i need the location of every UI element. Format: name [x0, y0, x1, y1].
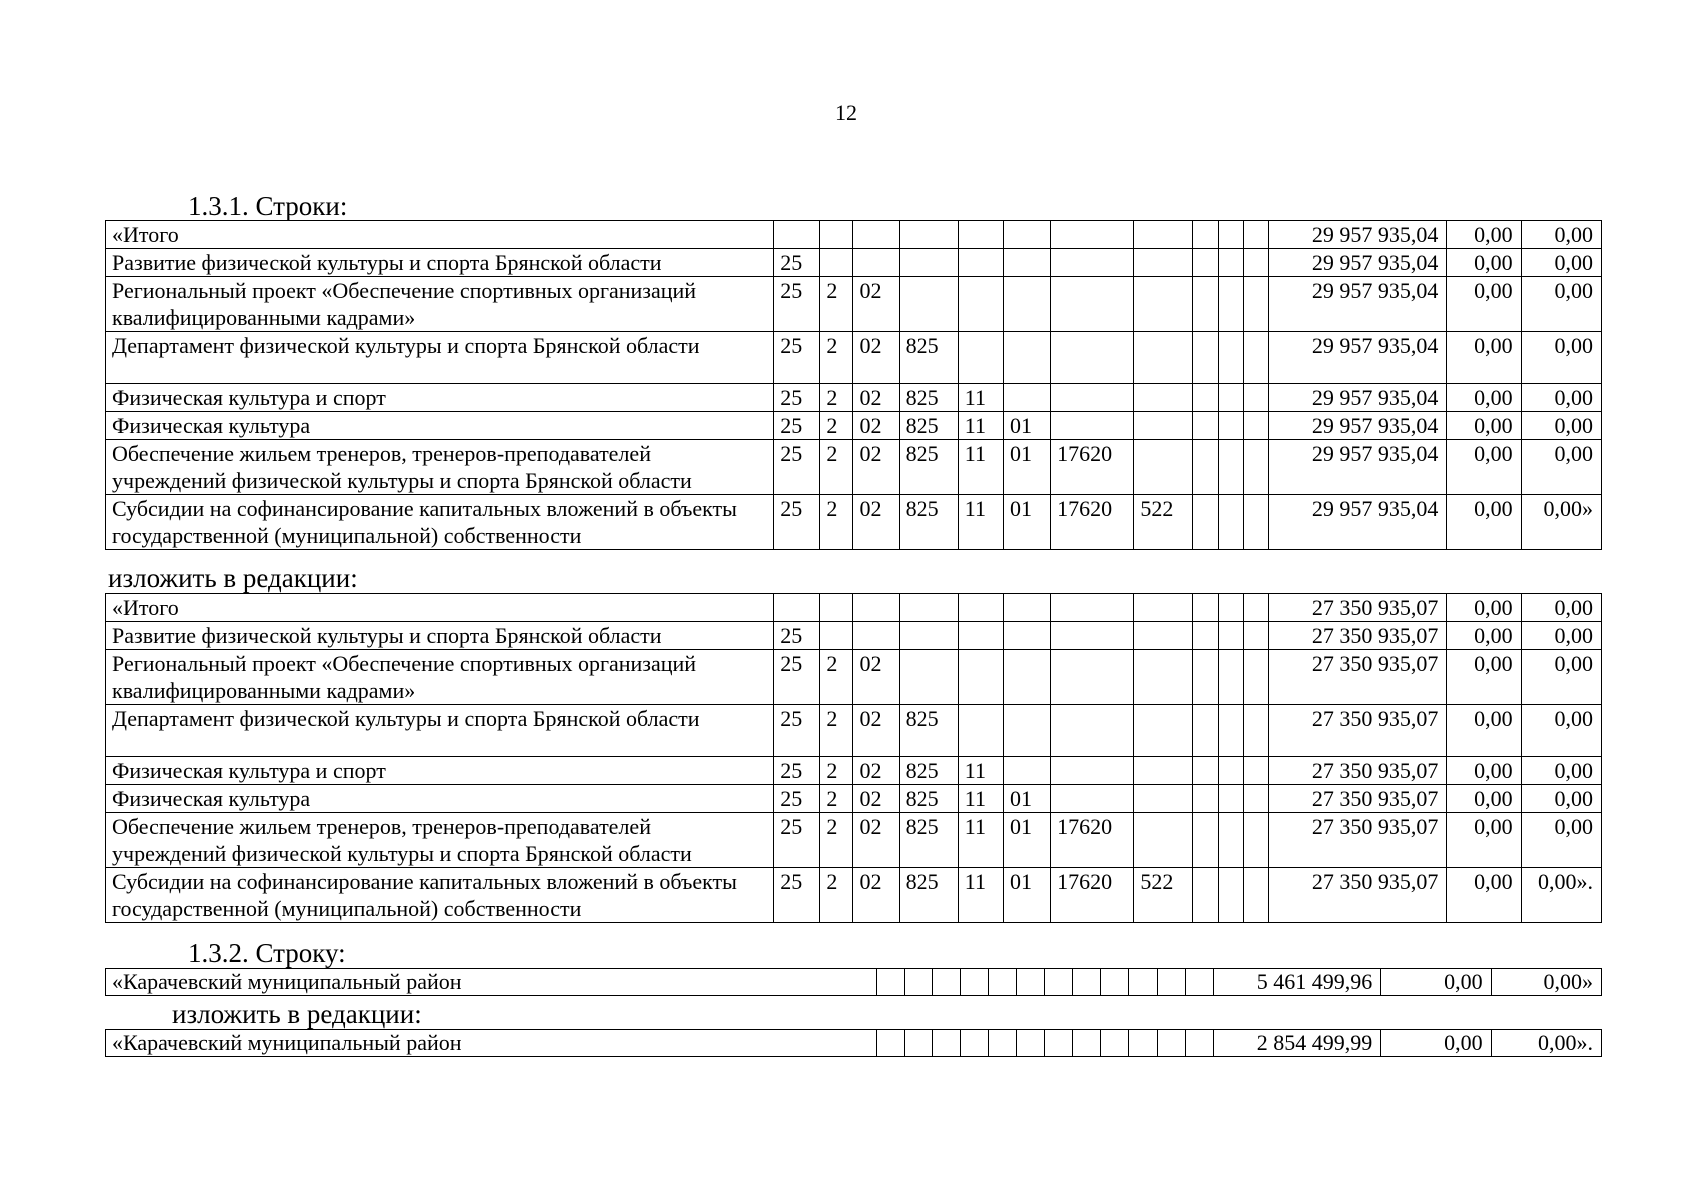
edit-label-131: изложить в редакции: [108, 563, 358, 593]
code-cell: 02 [853, 757, 899, 785]
code-cell: 02 [853, 495, 899, 550]
table-row [106, 757, 1602, 785]
code-cell: 01 [1003, 813, 1050, 868]
value-cell-2: 0,00 [1447, 650, 1521, 705]
code-cell [1051, 277, 1134, 332]
code-cell: 25 [774, 332, 820, 384]
code-cell [853, 249, 899, 277]
amount-cell: 27 350 935,07 [1268, 705, 1447, 757]
value-cell-3: 0,00 [1521, 594, 1601, 622]
amount-cell: 27 350 935,07 [1268, 813, 1447, 868]
code-cell: 25 [774, 785, 820, 813]
code-cell [904, 969, 932, 996]
code-cell [1243, 705, 1268, 757]
amount-cell: 5 461 499,96 [1213, 969, 1381, 996]
code-cell [1243, 412, 1268, 440]
code-cell [958, 277, 1003, 332]
code-cell: 11 [958, 440, 1003, 495]
code-cell: 25 [774, 495, 820, 550]
code-cell: 17620 [1051, 440, 1134, 495]
code-cell [1192, 594, 1218, 622]
code-cell: 01 [1003, 440, 1050, 495]
code-cell: 825 [899, 868, 958, 923]
table-row [106, 705, 1602, 757]
code-cell [1192, 412, 1218, 440]
value-cell-3: 0,00 [1521, 384, 1601, 412]
code-cell [1134, 622, 1192, 650]
amount-cell: 27 350 935,07 [1268, 594, 1447, 622]
code-cell [958, 650, 1003, 705]
code-cell: 825 [899, 412, 958, 440]
code-cell [1003, 705, 1050, 757]
code-cell [932, 1030, 960, 1057]
value-cell-3: 0,00 [1521, 785, 1601, 813]
code-cell [820, 249, 853, 277]
value-cell-3: 0,00». [1491, 1030, 1601, 1057]
value-cell-3: 0,00 [1521, 412, 1601, 440]
code-cell: 11 [958, 813, 1003, 868]
code-cell [1017, 1030, 1045, 1057]
code-cell [1243, 277, 1268, 332]
old-rows-table [105, 220, 1602, 550]
code-cell [1051, 757, 1134, 785]
value-cell-3: 0,00» [1521, 495, 1601, 550]
code-cell [1185, 969, 1213, 996]
code-cell [1218, 650, 1243, 705]
code-cell [1218, 813, 1243, 868]
code-cell: 11 [958, 868, 1003, 923]
code-cell: 02 [853, 868, 899, 923]
code-cell [1192, 495, 1218, 550]
code-cell [774, 594, 820, 622]
amount-cell: 29 957 935,04 [1268, 332, 1447, 384]
value-cell-2: 0,00 [1447, 594, 1521, 622]
code-cell [1192, 705, 1218, 757]
code-cell: 2 [820, 757, 853, 785]
code-cell [1129, 1030, 1157, 1057]
value-cell-3: 0,00 [1521, 221, 1601, 249]
code-cell: 2 [820, 440, 853, 495]
code-cell [1218, 412, 1243, 440]
code-cell: 25 [774, 384, 820, 412]
code-cell [1243, 384, 1268, 412]
value-cell-2: 0,00 [1447, 249, 1521, 277]
code-cell [1003, 757, 1050, 785]
table-row [106, 440, 1602, 495]
amount-cell: 27 350 935,07 [1268, 650, 1447, 705]
code-cell [1003, 650, 1050, 705]
code-cell [1192, 757, 1218, 785]
code-cell: 11 [958, 495, 1003, 550]
value-cell-2: 0,00 [1447, 705, 1521, 757]
table-row [106, 868, 1602, 923]
code-cell: 825 [899, 757, 958, 785]
code-cell [1192, 785, 1218, 813]
row-name-cell: Развитие физической культуры и спорта Брянской области [106, 622, 774, 650]
row-name-cell: Физическая культура и спорт [106, 757, 774, 785]
table-row [106, 622, 1602, 650]
code-cell [1045, 1030, 1073, 1057]
value-cell-3: 0,00 [1521, 440, 1601, 495]
code-cell [1218, 622, 1243, 650]
code-cell: 17620 [1051, 868, 1134, 923]
code-cell [1218, 384, 1243, 412]
value-cell-2: 0,00 [1447, 813, 1521, 868]
code-cell [1134, 757, 1192, 785]
value-cell-3: 0,00 [1521, 622, 1601, 650]
table-row [106, 650, 1602, 705]
value-cell-2: 0,00 [1447, 221, 1521, 249]
code-cell: 02 [853, 705, 899, 757]
amount-cell: 29 957 935,04 [1268, 440, 1447, 495]
code-cell: 2 [820, 813, 853, 868]
page-number: 12 [835, 100, 857, 125]
code-cell [1243, 249, 1268, 277]
code-cell [1192, 332, 1218, 384]
code-cell: 01 [1003, 495, 1050, 550]
code-cell: 2 [820, 650, 853, 705]
value-cell-2: 0,00 [1447, 412, 1521, 440]
code-cell [1218, 705, 1243, 757]
amount-cell: 29 957 935,04 [1268, 277, 1447, 332]
value-cell-2: 0,00 [1447, 757, 1521, 785]
code-cell [1192, 440, 1218, 495]
table-row [106, 594, 1602, 622]
code-cell [1003, 332, 1050, 384]
code-cell: 11 [958, 757, 1003, 785]
value-cell-2: 0,00 [1447, 868, 1521, 923]
row-name-cell: «Итого [106, 221, 774, 249]
code-cell [1243, 757, 1268, 785]
code-cell: 825 [899, 813, 958, 868]
row-name-cell: Региональный проект «Обеспечение спортивных организаций квалифицированными кадрами» [106, 650, 774, 705]
row-name-cell: Департамент физической культуры и спорта Брянской области [106, 332, 774, 384]
code-cell: 825 [899, 440, 958, 495]
code-cell [1185, 1030, 1213, 1057]
code-cell [820, 594, 853, 622]
table-row [106, 785, 1602, 813]
code-cell [960, 969, 988, 996]
code-cell: 02 [853, 650, 899, 705]
code-cell [1192, 384, 1218, 412]
amount-cell: 29 957 935,04 [1268, 495, 1447, 550]
code-cell: 25 [774, 757, 820, 785]
code-cell: 2 [820, 332, 853, 384]
edit-label-132: изложить в редакции: [172, 999, 422, 1029]
code-cell [1003, 594, 1050, 622]
code-cell [1134, 384, 1192, 412]
code-cell [1051, 332, 1134, 384]
code-cell [1243, 440, 1268, 495]
code-cell [1134, 412, 1192, 440]
row-name-cell: Обеспечение жильем тренеров, тренеров-преподавателей учреждений физической культуры и спорта Брянской области [106, 440, 774, 495]
value-cell-3: 0,00 [1521, 332, 1601, 384]
code-cell [1073, 969, 1101, 996]
code-cell [1218, 277, 1243, 332]
code-cell [1243, 332, 1268, 384]
code-cell [1134, 785, 1192, 813]
code-cell: 01 [1003, 868, 1050, 923]
code-cell [1243, 785, 1268, 813]
code-cell: 25 [774, 705, 820, 757]
code-cell [1157, 969, 1185, 996]
amount-cell: 27 350 935,07 [1268, 622, 1447, 650]
amount-cell: 29 957 935,04 [1268, 384, 1447, 412]
code-cell [899, 650, 958, 705]
value-cell-3: 0,00 [1521, 249, 1601, 277]
code-cell [958, 249, 1003, 277]
code-cell: 17620 [1051, 813, 1134, 868]
row-name-cell: Обеспечение жильем тренеров, тренеров-преподавателей учреждений физической культуры и спорта Брянской области [106, 813, 774, 868]
code-cell: 11 [958, 412, 1003, 440]
code-cell [1017, 969, 1045, 996]
value-cell-2: 0,00 [1381, 969, 1491, 996]
amount-cell: 27 350 935,07 [1268, 868, 1447, 923]
code-cell [958, 332, 1003, 384]
code-cell [1134, 332, 1192, 384]
code-cell [1134, 650, 1192, 705]
table-row [106, 221, 1602, 249]
table-row [106, 1030, 1602, 1057]
code-cell [899, 622, 958, 650]
code-cell: 25 [774, 412, 820, 440]
row-name-cell: Физическая культура [106, 785, 774, 813]
code-cell [853, 221, 899, 249]
code-cell [1134, 277, 1192, 332]
code-cell [1051, 412, 1134, 440]
code-cell [853, 622, 899, 650]
code-cell [1003, 277, 1050, 332]
section-heading-132: 1.3.2. Строку: [188, 938, 346, 968]
code-cell [1218, 757, 1243, 785]
table-row [106, 495, 1602, 550]
table-row [106, 412, 1602, 440]
amount-cell: 27 350 935,07 [1268, 785, 1447, 813]
code-cell [1157, 1030, 1185, 1057]
code-cell [1134, 813, 1192, 868]
code-cell: 02 [853, 384, 899, 412]
code-cell [1243, 650, 1268, 705]
value-cell-3: 0,00 [1521, 277, 1601, 332]
code-cell: 02 [853, 277, 899, 332]
code-cell: 02 [853, 412, 899, 440]
row-name-cell: Региональный проект «Обеспечение спортивных организаций квалифицированными кадрами» [106, 277, 774, 332]
value-cell-2: 0,00 [1447, 785, 1521, 813]
row-name-cell: Развитие физической культуры и спорта Брянской области [106, 249, 774, 277]
new-rows-table [105, 593, 1602, 923]
row-name-cell: Субсидии на софинансирование капитальных вложений в объекты государственной (муниципальной) собственности [106, 495, 774, 550]
code-cell [853, 594, 899, 622]
code-cell [1003, 221, 1050, 249]
code-cell: 02 [853, 440, 899, 495]
code-cell [1003, 384, 1050, 412]
code-cell: 825 [899, 785, 958, 813]
code-cell [1003, 249, 1050, 277]
code-cell [1192, 868, 1218, 923]
row-name-cell: «Карачевский муниципальный район [106, 1030, 877, 1057]
code-cell: 2 [820, 868, 853, 923]
code-cell [960, 1030, 988, 1057]
code-cell [1243, 221, 1268, 249]
amount-cell: 29 957 935,04 [1268, 221, 1447, 249]
table-row [106, 332, 1602, 384]
table-row [106, 277, 1602, 332]
value-cell-3: 0,00» [1491, 969, 1601, 996]
code-cell [876, 969, 904, 996]
code-cell [1051, 650, 1134, 705]
value-cell-2: 0,00 [1447, 384, 1521, 412]
code-cell [899, 249, 958, 277]
value-cell-2: 0,00 [1447, 622, 1521, 650]
code-cell [958, 705, 1003, 757]
row-name-cell: «Карачевский муниципальный район [106, 969, 877, 996]
code-cell [1051, 249, 1134, 277]
code-cell [1129, 969, 1157, 996]
code-cell [904, 1030, 932, 1057]
amount-cell: 2 854 499,99 [1213, 1030, 1381, 1057]
code-cell [899, 594, 958, 622]
code-cell [1134, 440, 1192, 495]
table-row [106, 813, 1602, 868]
code-cell: 825 [899, 495, 958, 550]
code-cell [1243, 594, 1268, 622]
code-cell: 02 [853, 813, 899, 868]
code-cell [820, 622, 853, 650]
table-row [106, 384, 1602, 412]
code-cell [932, 969, 960, 996]
code-cell [820, 221, 853, 249]
code-cell [1192, 813, 1218, 868]
code-cell: 2 [820, 384, 853, 412]
row-name-cell: Физическая культура [106, 412, 774, 440]
code-cell [1045, 969, 1073, 996]
code-cell [1218, 495, 1243, 550]
code-cell [1243, 495, 1268, 550]
code-cell [1051, 221, 1134, 249]
code-cell [1051, 384, 1134, 412]
code-cell: 25 [774, 650, 820, 705]
code-cell: 825 [899, 705, 958, 757]
value-cell-2: 0,00 [1447, 495, 1521, 550]
row-name-cell: Департамент физической культуры и спорта Брянской области [106, 705, 774, 757]
code-cell: 2 [820, 277, 853, 332]
code-cell: 01 [1003, 785, 1050, 813]
value-cell-3: 0,00 [1521, 705, 1601, 757]
code-cell [1243, 622, 1268, 650]
code-cell [958, 622, 1003, 650]
code-cell: 25 [774, 277, 820, 332]
code-cell [1218, 594, 1243, 622]
code-cell [1192, 221, 1218, 249]
value-cell-2: 0,00 [1447, 440, 1521, 495]
old-district-table [105, 968, 1602, 996]
value-cell-2: 0,00 [1447, 332, 1521, 384]
value-cell-3: 0,00 [1521, 813, 1601, 868]
code-cell [958, 594, 1003, 622]
code-cell [1134, 249, 1192, 277]
section-heading-131: 1.3.1. Строки: [188, 191, 348, 221]
code-cell [1051, 594, 1134, 622]
code-cell: 17620 [1051, 495, 1134, 550]
code-cell [1243, 868, 1268, 923]
code-cell: 02 [853, 785, 899, 813]
code-cell [1218, 249, 1243, 277]
code-cell: 522 [1134, 495, 1192, 550]
code-cell: 02 [853, 332, 899, 384]
code-cell: 25 [774, 622, 820, 650]
code-cell: 2 [820, 495, 853, 550]
code-cell: 825 [899, 332, 958, 384]
code-cell [1101, 1030, 1129, 1057]
code-cell [1218, 868, 1243, 923]
amount-cell: 27 350 935,07 [1268, 757, 1447, 785]
row-name-cell: Физическая культура и спорт [106, 384, 774, 412]
code-cell [1192, 622, 1218, 650]
code-cell: 2 [820, 785, 853, 813]
code-cell [988, 969, 1016, 996]
code-cell [1073, 1030, 1101, 1057]
code-cell [1051, 622, 1134, 650]
code-cell [1218, 221, 1243, 249]
amount-cell: 29 957 935,04 [1268, 412, 1447, 440]
code-cell [1003, 622, 1050, 650]
code-cell [1101, 969, 1129, 996]
code-cell: 25 [774, 868, 820, 923]
code-cell [1134, 221, 1192, 249]
code-cell [1134, 705, 1192, 757]
value-cell-2: 0,00 [1381, 1030, 1491, 1057]
code-cell: 825 [899, 384, 958, 412]
code-cell [899, 277, 958, 332]
code-cell: 522 [1134, 868, 1192, 923]
code-cell [1051, 705, 1134, 757]
row-name-cell: «Итого [106, 594, 774, 622]
code-cell [774, 221, 820, 249]
code-cell [1243, 813, 1268, 868]
code-cell [876, 1030, 904, 1057]
table-row [106, 249, 1602, 277]
value-cell-3: 0,00». [1521, 868, 1601, 923]
code-cell: 01 [1003, 412, 1050, 440]
code-cell [1218, 332, 1243, 384]
code-cell [958, 221, 1003, 249]
new-district-table [105, 1029, 1602, 1057]
code-cell: 25 [774, 813, 820, 868]
amount-cell: 29 957 935,04 [1268, 249, 1447, 277]
code-cell [1192, 277, 1218, 332]
row-name-cell: Субсидии на софинансирование капитальных вложений в объекты государственной (муниципальной) собственности [106, 868, 774, 923]
code-cell [1134, 594, 1192, 622]
code-cell [1218, 440, 1243, 495]
value-cell-3: 0,00 [1521, 650, 1601, 705]
code-cell [899, 221, 958, 249]
code-cell [1218, 785, 1243, 813]
code-cell [1051, 785, 1134, 813]
code-cell [1192, 249, 1218, 277]
code-cell: 11 [958, 785, 1003, 813]
code-cell: 25 [774, 249, 820, 277]
code-cell [1192, 650, 1218, 705]
table-row [106, 969, 1602, 996]
value-cell-2: 0,00 [1447, 277, 1521, 332]
code-cell: 25 [774, 440, 820, 495]
code-cell [988, 1030, 1016, 1057]
code-cell: 11 [958, 384, 1003, 412]
code-cell: 2 [820, 412, 853, 440]
code-cell: 2 [820, 705, 853, 757]
value-cell-3: 0,00 [1521, 757, 1601, 785]
